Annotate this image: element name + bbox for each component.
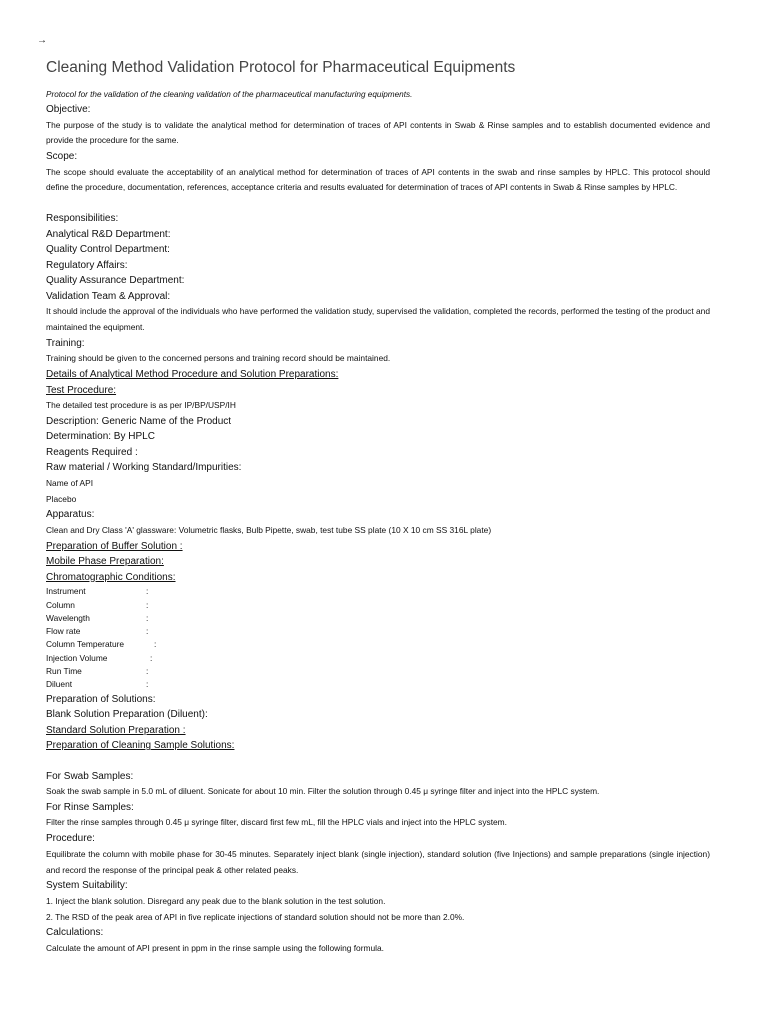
condition-colon: : xyxy=(150,652,153,663)
name-of-api: Name of API xyxy=(46,477,94,488)
training-text: Training should be given to the concerned persons and training record should be maintained. xyxy=(46,353,391,364)
prep-solutions-heading: Preparation of Solutions: xyxy=(46,693,156,705)
description-line: Description: Generic Name of the Product xyxy=(46,415,232,427)
test-procedure-text: The detailed test procedure is as per IP/BP/USP/IH xyxy=(46,400,236,411)
subtitle: Protocol for the validation of the cleaning validation of the pharmaceutical manufacturing equipments. xyxy=(46,90,413,99)
cleaning-sample-heading: Preparation of Cleaning Sample Solutions: xyxy=(46,740,235,752)
calculations-text: Calculate the amount of API present in ppm in the rinse sample using the following formula. xyxy=(46,942,384,953)
responsibilities-text: It should include the approval of the individuals who have performed the validation study, supervised the validation, completed the records, performed the testing of the product and maintained the equipment. xyxy=(46,306,710,332)
objective-heading: Objective: xyxy=(46,104,91,115)
details-heading: Details of Analytical Method Procedure and Solution Preparations: xyxy=(46,369,339,381)
condition-label: Injection Volume xyxy=(46,652,108,663)
responsibility-item: Quality Control Department: xyxy=(46,244,170,256)
condition-colon: : xyxy=(146,626,149,637)
swab-heading: For Swab Samples: xyxy=(46,770,134,782)
condition-colon: : xyxy=(146,586,149,597)
condition-row xyxy=(46,585,710,598)
scope-text: The scope should evaluate the acceptability of an analytical method for determination of traces of API contents in the swab and rinse samples by HPLC. This protocol should define the procedure, documentation, references, acceptance criteria and results evaluated for determination of traces of API contents in Swab & Rinse samples by HPLC. xyxy=(46,166,710,193)
document-body xyxy=(46,58,710,957)
chromatographic-heading: Chromatographic Conditions: xyxy=(46,571,176,583)
condition-colon: : xyxy=(154,639,157,650)
condition-colon: : xyxy=(146,599,149,610)
scope-heading: Scope: xyxy=(46,151,78,163)
condition-label: Diluent xyxy=(46,679,73,690)
raw-material-heading: Raw material / Working Standard/Impurities: xyxy=(46,462,242,474)
procedure-text: Equilibrate the column with mobile phase for 30-45 minutes. Separately inject blank (single injection), standard solution (five Injections) and sample preparations (single injection) and record the response of the principal peak & other related peaks. xyxy=(46,848,710,875)
system-suitability-item: 1. Inject the blank solution. Disregard any peak due to the blank solution in the test solution. xyxy=(46,895,386,906)
condition-label: Flow rate xyxy=(46,626,81,637)
condition-colon: : xyxy=(146,666,149,677)
condition-row xyxy=(46,678,710,691)
training-heading: Training: xyxy=(46,337,85,349)
determination-line: Determination: By HPLC xyxy=(46,431,155,443)
standard-solution-heading: Standard Solution Preparation : xyxy=(46,724,186,736)
system-suitability-item: 2. The RSD of the peak area of API in five replicate injections of standard solution should not be more than 2.0%. xyxy=(46,911,465,922)
reagents-heading: Reagents Required : xyxy=(46,446,138,458)
placebo: Placebo xyxy=(46,493,77,504)
condition-row xyxy=(46,652,710,665)
system-suitability-heading: System Suitability: xyxy=(46,880,128,892)
apparatus-text: Clean and Dry Class 'A' glassware: Volumetric flasks, Bulb Pipette, swab, test tube SS plate (10 X 10 cm SS 316L plate) xyxy=(46,524,492,535)
responsibility-item: Quality Assurance Department: xyxy=(46,275,185,287)
responsibility-item: Validation Team & Approval: xyxy=(46,290,171,302)
condition-label: Run Time xyxy=(46,666,82,677)
page-title: Cleaning Method Validation Protocol for Pharmaceutical Equipments xyxy=(46,59,516,76)
procedure-heading: Procedure: xyxy=(46,833,95,845)
blank-solution-heading: Blank Solution Preparation (Diluent): xyxy=(46,709,208,721)
calculations-heading: Calculations: xyxy=(46,927,104,939)
spacer xyxy=(46,754,710,769)
responsibility-item: Analytical R&D Department: xyxy=(46,228,171,240)
condition-label: Column Temperature xyxy=(46,639,125,650)
apparatus-heading: Apparatus: xyxy=(46,509,95,521)
objective-text: The purpose of the study is to validate the analytical method for determination of traces of API contents in Swab & Rinse samples and to establish documented evidence and provide the procedure for the same. xyxy=(46,119,710,146)
mobile-phase-heading: Mobile Phase Preparation: xyxy=(46,556,164,568)
arrow-icon: → xyxy=(37,35,47,46)
condition-colon: : xyxy=(146,679,149,690)
condition-label: Wavelength xyxy=(46,612,90,623)
spacer xyxy=(46,196,710,211)
rinse-heading: For Rinse Samples: xyxy=(46,801,134,813)
rinse-text: Filter the rinse samples through 0.45 μ syringe filter, discard first few mL, fill the HPLC vials and inject into the HPLC system. xyxy=(46,817,507,828)
condition-row xyxy=(46,665,710,678)
responsibilities-heading: Responsibilities: xyxy=(46,213,119,225)
responsibility-item: Regulatory Affairs: xyxy=(46,259,128,271)
conditions-list xyxy=(46,585,710,691)
buffer-heading: Preparation of Buffer Solution : xyxy=(46,540,183,552)
condition-label: Instrument xyxy=(46,586,86,597)
test-procedure-heading: Test Procedure: xyxy=(46,384,117,396)
condition-label: Column xyxy=(46,599,75,610)
condition-row xyxy=(46,599,710,612)
condition-colon: : xyxy=(146,612,149,623)
condition-row xyxy=(46,625,710,638)
condition-row xyxy=(46,612,710,625)
condition-row xyxy=(46,638,710,651)
swab-text: Soak the swab sample in 5.0 mL of diluent. Sonicate for about 10 min. Filter the solution through 0.45 μ syringe filter and inject into the HPLC system. xyxy=(46,786,600,797)
